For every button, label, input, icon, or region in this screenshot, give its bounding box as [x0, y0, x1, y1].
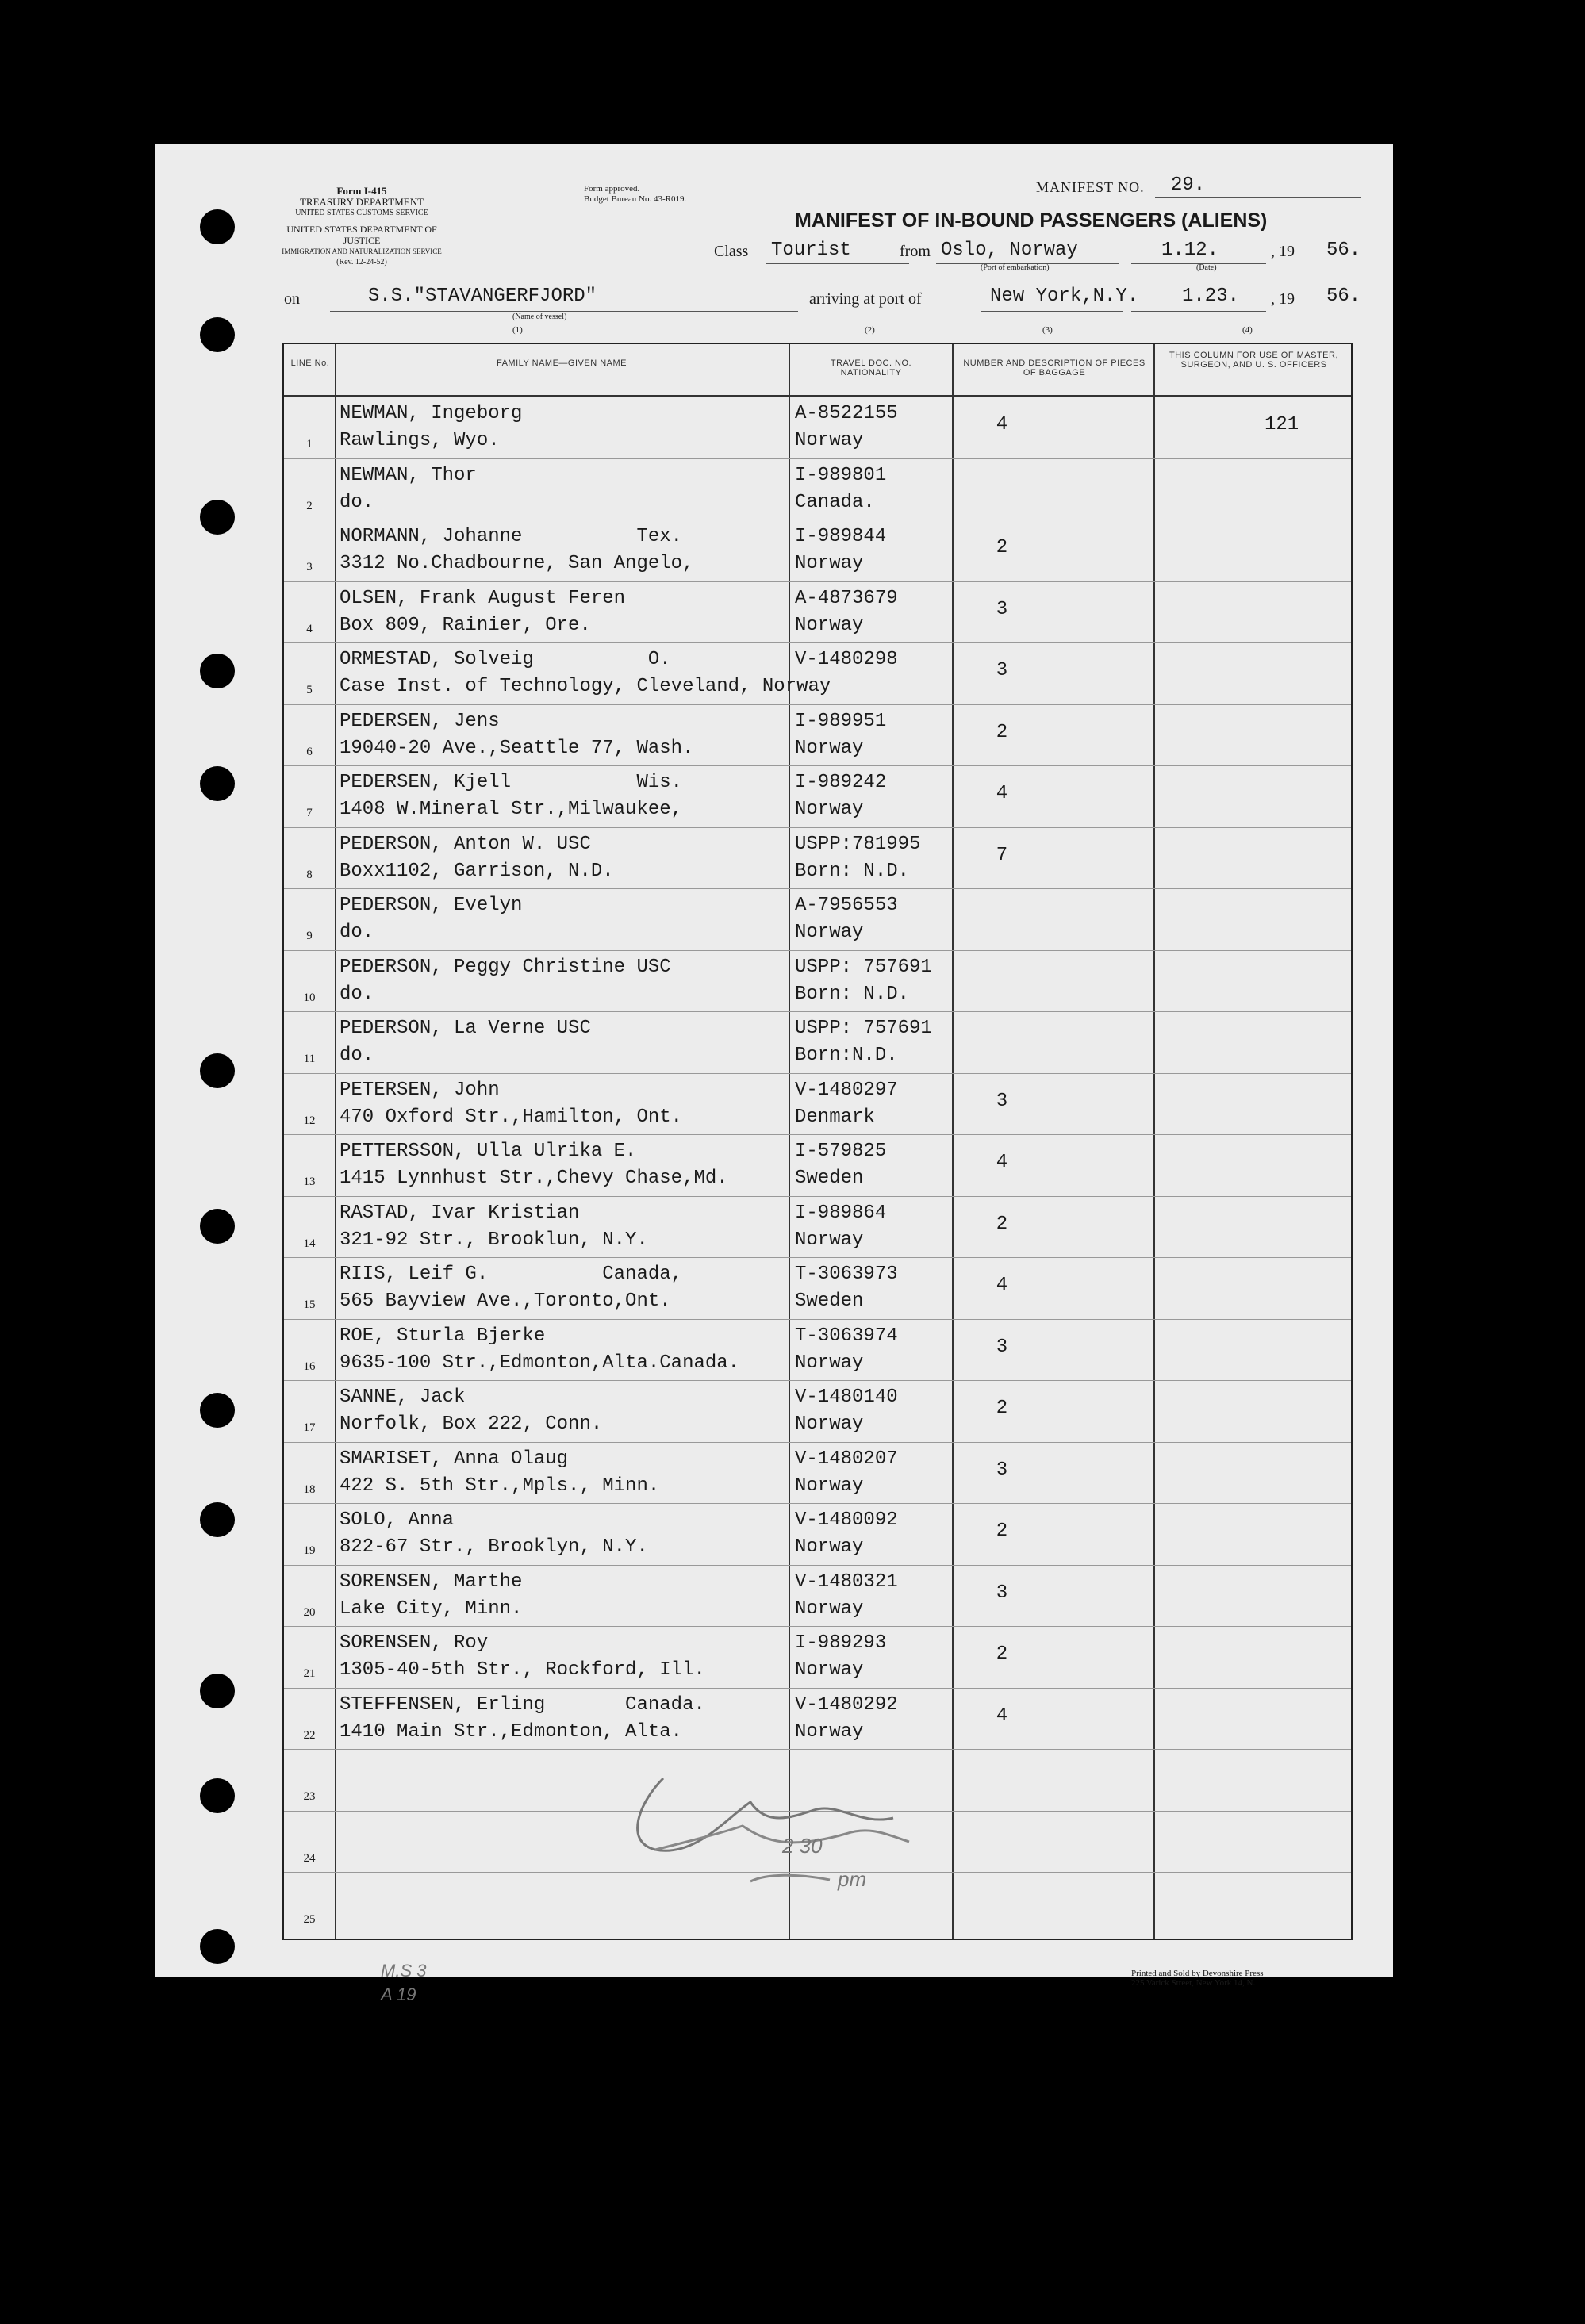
margin-note-1: M.S 3	[381, 1961, 427, 1981]
line-number: 23	[303, 1790, 316, 1803]
arrival-year: 56.	[1326, 286, 1361, 307]
punch-hole	[200, 654, 235, 688]
row-divider	[284, 1688, 1351, 1689]
baggage-count: 4	[996, 1152, 1008, 1173]
class-value: Tourist	[771, 240, 851, 261]
class-line	[766, 263, 909, 264]
travel-doc-number: V-1480207	[795, 1448, 898, 1470]
row-divider	[284, 1011, 1351, 1012]
table-row	[284, 1688, 1351, 1750]
nationality: Norway	[795, 430, 864, 451]
vessel-line	[330, 311, 798, 312]
table-row	[284, 520, 1351, 581]
from-label: from	[900, 243, 931, 260]
from-sub: (Port of embarkation)	[981, 263, 1050, 272]
baggage-count: 3	[996, 1459, 1008, 1481]
vessel-name: S.S."STAVANGERFJORD"	[368, 286, 597, 307]
class-label: Class	[714, 243, 749, 260]
punch-hole	[200, 1393, 235, 1428]
row-divider	[284, 1380, 1351, 1381]
officer-note: 121	[1265, 414, 1299, 435]
passenger-address: 470 Oxford Str.,Hamilton, Ont.	[340, 1106, 683, 1128]
manifest-title: MANIFEST OF IN-BOUND PASSENGERS (ALIENS)	[795, 209, 1268, 232]
passenger-address: do.	[340, 491, 374, 513]
nationality: Norway	[795, 614, 864, 636]
travel-doc-number: I-989242	[795, 772, 887, 793]
row-divider	[284, 1257, 1351, 1258]
table-row	[284, 397, 1351, 458]
printer-line-2: 225 Varick Street, New York 14, N.	[1131, 1978, 1256, 1988]
table-row	[284, 1380, 1351, 1442]
baggage-count: 3	[996, 1090, 1008, 1112]
baggage-count: 7	[996, 844, 1008, 866]
line-number: 13	[303, 1175, 316, 1188]
table-row	[284, 1196, 1351, 1258]
passenger-address: 1305-40-5th Str., Rockford, Ill.	[340, 1659, 705, 1681]
dept-treasury: TREASURY DEPARTMENT	[299, 196, 424, 208]
table-row	[284, 642, 1351, 704]
row-divider	[284, 765, 1351, 766]
departure-date: 1.12.	[1161, 240, 1219, 261]
baggage-count: 2	[996, 1643, 1008, 1665]
table-row	[284, 888, 1351, 950]
col-num-2: (2)	[865, 325, 875, 335]
form-approved: Form approved.	[584, 184, 640, 194]
nationality: Sweden	[795, 1168, 864, 1189]
nationality: Sweden	[795, 1290, 864, 1312]
col-header-line-no: LINE No.	[290, 359, 330, 368]
baggage-count: 2	[996, 1521, 1008, 1542]
col-num-1: (1)	[512, 325, 523, 335]
travel-doc-number: A-8522155	[795, 403, 898, 424]
line-number: 18	[303, 1482, 316, 1496]
row-divider	[284, 1442, 1351, 1443]
punch-hole	[200, 766, 235, 801]
punch-hole	[200, 209, 235, 244]
nationality: Norway	[795, 1475, 864, 1497]
dept-ins: IMMIGRATION AND NATURALIZATION SERVICE	[282, 247, 442, 255]
travel-doc-number: A-7956553	[795, 895, 898, 916]
travel-doc-number: I-989864	[795, 1202, 887, 1224]
baggage-count: 2	[996, 721, 1008, 743]
passenger-address: 3312 No.Chadbourne, San Angelo,	[340, 553, 694, 574]
on-label: on	[284, 290, 300, 308]
passenger-name: PETTERSSON, Ulla Ulrika E.	[340, 1141, 637, 1162]
year-prefix: , 19	[1271, 243, 1295, 260]
passenger-address: Boxx1102, Garrison, N.D.	[340, 860, 614, 882]
line-number: 2	[306, 499, 313, 512]
passenger-address: Rawlings, Wyo.	[340, 430, 500, 451]
margin-note-2: A 19	[381, 1985, 416, 2004]
line-number: 4	[306, 622, 313, 635]
vessel-sub: (Name of vessel)	[512, 313, 567, 321]
signature-time: 2 30	[782, 1834, 823, 1858]
travel-doc-number: A-4873679	[795, 587, 898, 609]
manifest-no-value: 29.	[1171, 174, 1206, 196]
nationality: Norway	[795, 737, 864, 759]
line-number: 24	[303, 1851, 316, 1865]
nationality: Norway	[795, 1536, 864, 1558]
passenger-address: 1415 Lynnhust Str.,Chevy Chase,Md.	[340, 1168, 728, 1189]
col-header-doc: TRAVEL DOC. NO. NATIONALITY	[830, 359, 912, 378]
passenger-address: do.	[340, 983, 374, 1005]
passenger-address: Box 809, Rainier, Ore.	[340, 614, 591, 636]
nationality: Norway	[795, 1229, 864, 1251]
from-value: Oslo, Norway	[941, 240, 1078, 261]
budget-bureau: Budget Bureau No. 43-R019.	[584, 194, 687, 204]
nationality: Norway	[795, 799, 864, 820]
passenger-address: 565 Bayview Ave.,Toronto,Ont.	[340, 1290, 671, 1312]
date-sub: (Date)	[1196, 263, 1217, 272]
travel-doc-number: V-1480297	[795, 1079, 898, 1101]
travel-doc-number: USPP: 757691	[795, 1018, 932, 1039]
table-row	[284, 1073, 1351, 1135]
travel-doc-number: V-1480292	[795, 1693, 898, 1716]
baggage-count: 2	[996, 1398, 1008, 1419]
table-row	[284, 581, 1351, 643]
line-number: 15	[303, 1298, 316, 1311]
col-header-baggage: NUMBER AND DESCRIPTION OF PIECES OF BAGGAGE	[963, 359, 1146, 378]
passenger-name: NORMANN, Johanne Tex.	[340, 526, 683, 547]
row-divider	[284, 1196, 1351, 1197]
table-row	[284, 1011, 1351, 1073]
passenger-address: Case Inst. of Technology, Cleveland, Norway	[340, 676, 831, 697]
travel-doc-number: I-989801	[795, 464, 887, 486]
travel-doc-number: I-989951	[795, 710, 887, 732]
passenger-name: PEDERSON, La Verne USC	[340, 1018, 591, 1039]
arrival-date: 1.23.	[1182, 286, 1240, 307]
passenger-name: PETERSEN, John	[340, 1079, 500, 1101]
table-row	[284, 827, 1351, 889]
punch-hole	[200, 1929, 235, 1964]
passenger-name: ORMESTAD, Solveig O.	[340, 649, 671, 670]
row-divider	[284, 1565, 1351, 1566]
nationality: Norway	[795, 1659, 864, 1681]
baggage-count: 3	[996, 1336, 1008, 1358]
row-divider	[284, 581, 1351, 582]
passenger-address: 1408 W.Mineral Str.,Milwaukee,	[340, 799, 683, 820]
arrival-port: New York,N.Y.	[990, 286, 1139, 307]
nationality: Norway	[795, 1352, 864, 1374]
printer-line-1: Printed and Sold by Devonshire Press	[1131, 1969, 1264, 1978]
travel-doc-number: I-579825	[795, 1141, 887, 1162]
passenger-name: SOLO, Anna	[340, 1509, 455, 1531]
line-number: 17	[303, 1421, 316, 1434]
passenger-name: STEFFENSEN, Erling Canada.	[340, 1693, 705, 1716]
row-divider	[284, 950, 1351, 951]
travel-doc-number: USPP: 757691	[795, 956, 932, 978]
passenger-name: PEDERSEN, Kjell Wis.	[340, 772, 683, 793]
row-divider	[284, 1073, 1351, 1074]
baggage-count: 4	[996, 783, 1008, 804]
table-row	[284, 1626, 1351, 1688]
travel-doc-number: I-989293	[795, 1632, 887, 1654]
passenger-name: RASTAD, Ivar Kristian	[340, 1202, 580, 1224]
printer-info	[1131, 1969, 1264, 1988]
line-number: 22	[303, 1728, 316, 1742]
baggage-count: 2	[996, 537, 1008, 558]
line-number: 5	[306, 684, 313, 696]
passenger-name: PEDERSON, Peggy Christine USC	[340, 956, 671, 978]
table-row	[284, 1565, 1351, 1627]
punch-hole	[200, 1053, 235, 1088]
table-row	[284, 1442, 1351, 1504]
travel-doc-number: USPP:781995	[795, 833, 921, 855]
passenger-name: NEWMAN, Thor	[340, 464, 477, 486]
passenger-name: PEDERSON, Evelyn	[340, 895, 523, 916]
passenger-table	[282, 343, 1353, 1940]
passenger-address: 822-67 Str., Brooklyn, N.Y.	[340, 1536, 648, 1558]
row-divider	[284, 1626, 1351, 1627]
passenger-name: SORENSEN, Marthe	[340, 1570, 523, 1593]
line-number: 19	[303, 1544, 316, 1557]
manifest-page	[155, 144, 1393, 2004]
line-number: 7	[306, 807, 313, 819]
col-num-3: (3)	[1042, 325, 1053, 335]
arriving-label: arriving at port of	[809, 290, 922, 308]
passenger-address: 19040-20 Ave.,Seattle 77, Wash.	[340, 737, 694, 759]
punch-hole	[200, 1502, 235, 1537]
row-divider	[284, 642, 1351, 643]
nationality: Denmark	[795, 1106, 875, 1128]
line-number: 10	[303, 991, 316, 1004]
inspector-signature	[608, 1755, 941, 1905]
travel-doc-number: V-1480092	[795, 1509, 898, 1531]
travel-doc-number: T-3063973	[795, 1264, 898, 1285]
form-rev: (Rev. 12-24-52)	[336, 258, 387, 267]
table-row	[284, 950, 1351, 1012]
travel-doc-number: I-989844	[795, 526, 887, 547]
punch-hole	[200, 1778, 235, 1813]
table-row	[284, 1319, 1351, 1381]
arrival-port-line	[981, 311, 1123, 312]
passenger-address: Norfolk, Box 222, Conn.	[340, 1413, 603, 1435]
arrival-date-line	[1131, 311, 1266, 312]
baggage-count: 2	[996, 1213, 1008, 1235]
passenger-name: SANNE, Jack	[340, 1386, 466, 1408]
baggage-count: 4	[996, 1275, 1008, 1296]
passenger-address: 9635-100 Str.,Edmonton,Alta.Canada.	[340, 1352, 740, 1374]
passenger-name: SORENSEN, Roy	[340, 1632, 489, 1654]
nationality: Norway	[795, 1597, 864, 1620]
travel-doc-number: V-1480298	[795, 649, 898, 670]
table-row	[284, 704, 1351, 766]
departure-year: 56.	[1326, 240, 1361, 261]
row-divider	[284, 704, 1351, 705]
nationality: Canada.	[795, 491, 875, 513]
form-id: Form I-415	[336, 185, 387, 197]
passenger-name: NEWMAN, Ingeborg	[340, 403, 523, 424]
passenger-name: ROE, Sturla Bjerke	[340, 1325, 546, 1347]
passenger-name: PEDERSON, Anton W. USC	[340, 833, 591, 855]
manifest-no-label: MANIFEST NO.	[1036, 179, 1145, 195]
passenger-address: do.	[340, 922, 374, 943]
table-row	[284, 765, 1351, 827]
line-number: 6	[306, 745, 313, 758]
nationality: Born: N.D.	[795, 860, 910, 882]
col-header-name: FAMILY NAME—GIVEN NAME	[496, 359, 627, 368]
line-number: 25	[303, 1913, 316, 1926]
baggage-count: 4	[996, 1705, 1008, 1727]
travel-doc-number: V-1480140	[795, 1386, 898, 1408]
row-divider	[284, 1319, 1351, 1320]
doj-block	[274, 224, 449, 268]
row-divider	[284, 888, 1351, 889]
line-number: 12	[303, 1114, 316, 1127]
row-divider	[284, 1503, 1351, 1504]
table-row	[284, 1134, 1351, 1196]
line-number: 20	[303, 1605, 316, 1619]
nationality: Norway	[795, 1720, 864, 1743]
nationality: Born:N.D.	[795, 1045, 898, 1066]
line-number: 11	[303, 1053, 316, 1065]
line-number: 3	[306, 561, 313, 573]
passenger-name: OLSEN, Frank August Feren	[340, 587, 626, 609]
row-divider	[284, 1134, 1351, 1135]
nationality: Norway	[795, 1413, 864, 1435]
row-divider	[284, 458, 1351, 459]
passenger-name: SMARISET, Anna Olaug	[340, 1448, 569, 1470]
punch-hole	[200, 1209, 235, 1244]
passenger-name: PEDERSEN, Jens	[340, 710, 500, 732]
passenger-address: 321-92 Str., Brooklun, N.Y.	[340, 1229, 648, 1251]
table-row	[284, 458, 1351, 520]
baggage-count: 3	[996, 660, 1008, 681]
arrival-year-prefix: , 19	[1271, 290, 1295, 308]
table-row	[284, 1257, 1351, 1319]
baggage-count: 3	[996, 1582, 1008, 1604]
dept-justice: UNITED STATES DEPARTMENT OF JUSTICE	[286, 224, 437, 246]
travel-doc-number: T-3063974	[795, 1325, 898, 1347]
approval-block	[584, 184, 686, 205]
line-number: 8	[306, 868, 313, 881]
line-number: 1	[306, 438, 313, 451]
line-number: 21	[303, 1667, 316, 1680]
passenger-address: Lake City, Minn.	[340, 1597, 523, 1620]
dept-customs: UNITED STATES CUSTOMS SERVICE	[295, 209, 428, 217]
nationality: Born: N.D.	[795, 983, 910, 1005]
line-number: 9	[306, 930, 313, 942]
form-id-block	[274, 186, 449, 219]
baggage-count: 4	[996, 414, 1008, 435]
table-row	[284, 1503, 1351, 1565]
col-header-officers: THIS COLUMN FOR USE OF MASTER, SURGEON, AND U. S. OFFICERS	[1169, 351, 1338, 370]
col-num-4: (4)	[1242, 325, 1253, 335]
line-number: 16	[303, 1360, 316, 1373]
punch-hole	[200, 1674, 235, 1708]
passenger-address: 1410 Main Str.,Edmonton, Alta.	[340, 1720, 683, 1743]
signature-pm: pm	[838, 1867, 867, 1891]
passenger-name: RIIS, Leif G. Canada,	[340, 1264, 683, 1285]
line-number: 14	[303, 1237, 316, 1250]
passenger-address: do.	[340, 1045, 374, 1066]
baggage-count: 3	[996, 598, 1008, 620]
travel-doc-number: V-1480321	[795, 1570, 898, 1593]
punch-hole	[200, 500, 235, 535]
punch-hole	[200, 317, 235, 352]
manifest-no-line	[1155, 197, 1361, 198]
row-divider	[284, 827, 1351, 828]
nationality: Norway	[795, 553, 864, 574]
passenger-address: 422 S. 5th Str.,Mpls., Minn.	[340, 1475, 660, 1497]
row-divider	[284, 1749, 1351, 1750]
nationality: Norway	[795, 922, 864, 943]
